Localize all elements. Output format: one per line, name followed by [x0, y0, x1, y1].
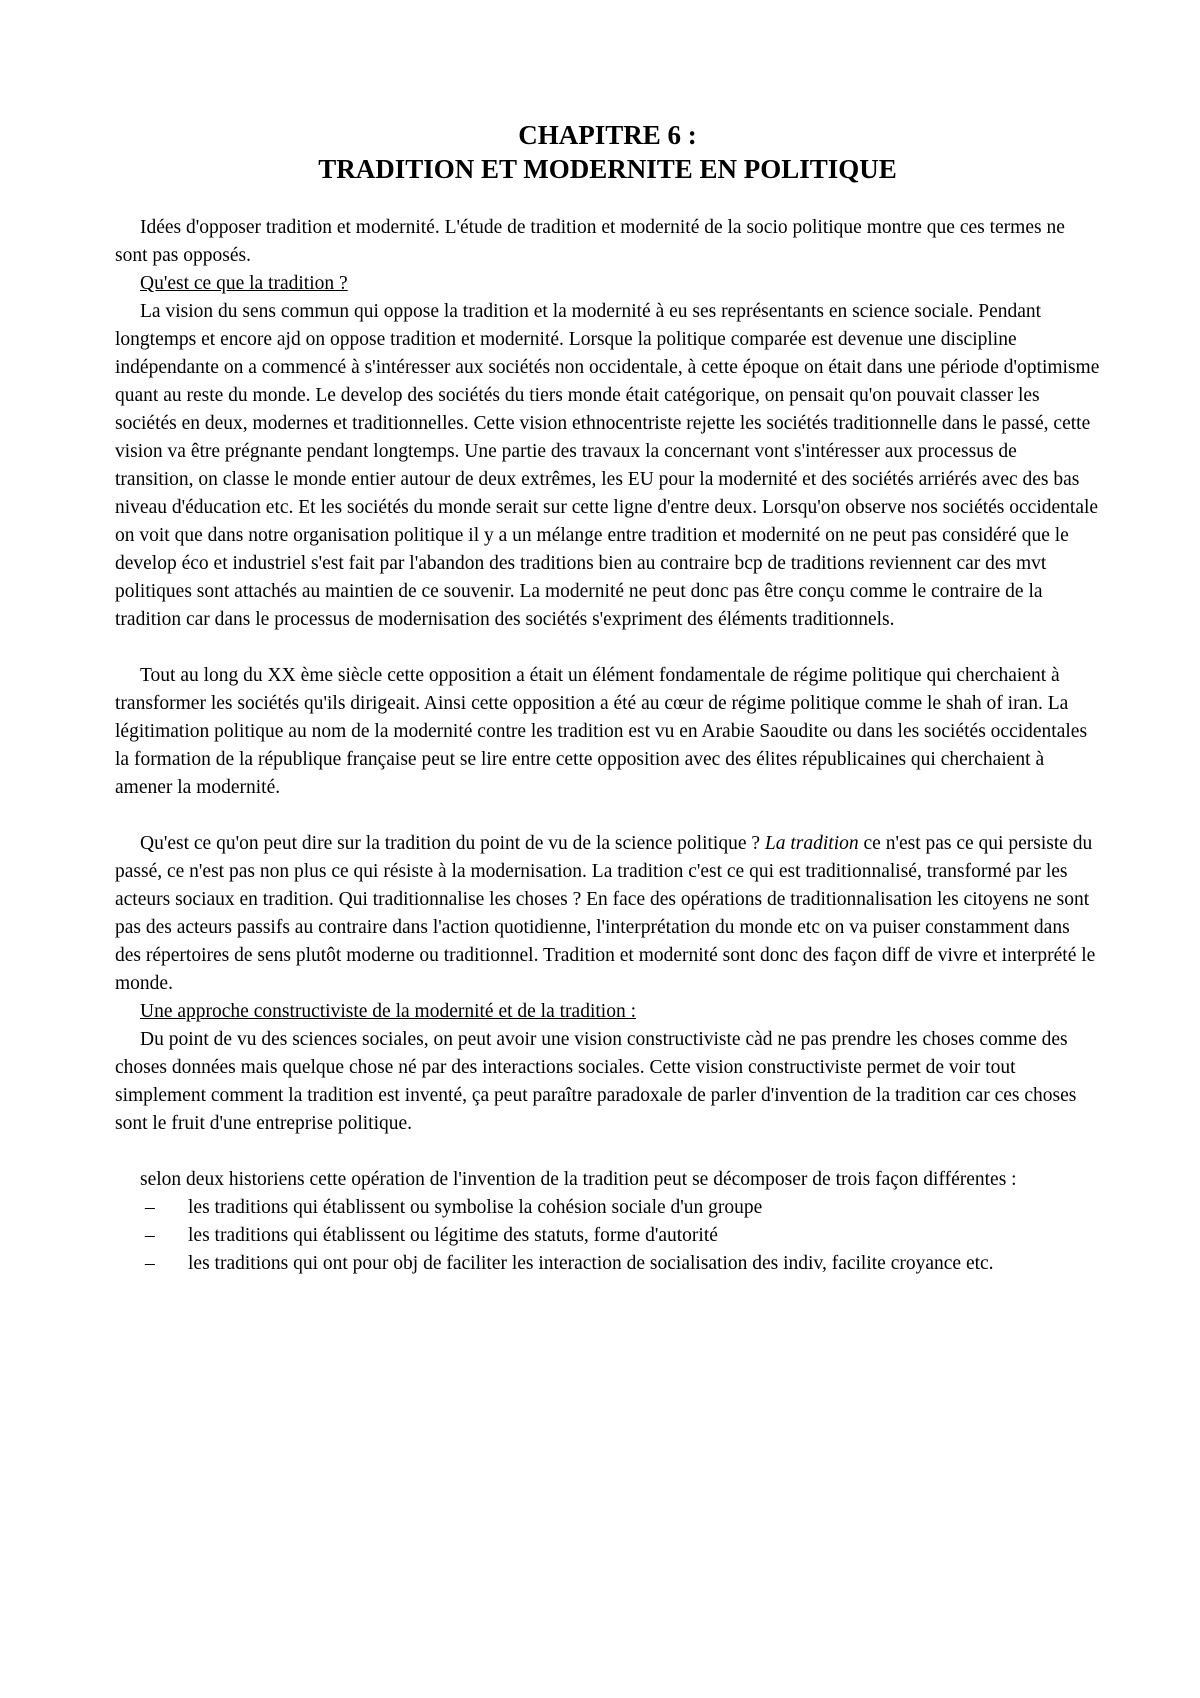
paragraph-historiens: selon deux historiens cette opération de l'invention de la tradition peut se décomposer de trois façon différentes :: [140, 1169, 1017, 1190]
intro-paragraph: Idées d'opposer tradition et modernité. L'étude de tradition et modernité de la socio politique montre que ces termes ne sont pas opposés.: [115, 217, 1065, 266]
list-item-text: les traditions qui ont pour obj de faciliter les interaction de socialisation des indiv, facilite croyance etc.: [188, 1253, 994, 1274]
chapter-title: [115, 118, 1100, 186]
section-heading-constructiviste: Une approche constructiviste de la modernité et de la tradition :: [140, 1001, 636, 1022]
list-item: [145, 1250, 1100, 1278]
chapter-title-line2: TRADITION ET MODERNITE EN POLITIQUE: [318, 154, 897, 184]
italic-term: La tradition: [764, 833, 859, 854]
paragraph-sens-commun: La vision du sens commun qui oppose la tradition et la modernité à eu ses représentants en science sociale. Pendant longtemps et encore ajd on oppose tradition et modernité. Lorsque la politique comparée est devenue une discipline indépendante on a commencé à s'intéresser aux sociétés non occidentale, à cette époque on était dans une période d'optimisme quant au reste du monde. Le develop des sociétés du tiers monde était catégorique, on pensait qu'on pouvait classer les sociétés en deux, modernes et traditionnelles. Cette vision ethnocentriste rejette les sociétés traditionnelle dans le passé, cette vision va être prégnante pendant longtemps. Une partie des travaux la concernant vont s'intéresser aux processus de transition, on classe le monde entier autour de deux extrêmes, les EU pour la modernité et des sociétés arriérés avec des bas niveau d'éducation etc. Et les sociétés du monde serait sur cette ligne d'entre deux. Lorsqu'on observe nos sociétés occidentale on voit que dans notre organisation politique il y a un mélange entre tradition et modernité on ne peut pas considéré que le develop éco et industriel s'est fait par l'abandon des traditions bien au contraire bcp de traditions reviennent car des mvt politiques sont attachés au maintien de ce souvenir. La modernité ne peut donc pas être conçu comme le contraire de la tradition car dans le processus de modernisation des sociétés s'expriment des éléments traditionnels.: [115, 301, 1100, 630]
dash-bullet: –: [145, 1197, 155, 1218]
list-item: [145, 1222, 1100, 1250]
paragraph-constructiviste: Du point de vu des sciences sociales, on peut avoir une vision constructiviste càd ne pas prendre les choses comme des choses données mais quelque chose né par des interactions sociales. Cette vision constructiviste permet de voir tout simplement comment la tradition est inventé, ça peut paraître paradoxale de parler d'invention de la tradition car ces choses sont le fruit d'une entreprise politique.: [115, 1029, 1077, 1134]
chapter-title-line1: CHAPITRE 6 :: [518, 120, 697, 150]
list-item-text: les traditions qui établissent ou légitime des statuts, forme d'autorité: [188, 1225, 718, 1246]
paragraph-text-after: ce n'est pas ce qui persiste du passé, ce n'est pas non plus ce qui résiste à la modernisation. La tradition c'est ce qui est traditionnalisé, transformé par les acteurs sociaux en tradition. Qui traditionnalise les choses ? En face des opérations de traditionnalisation les citoyens ne sont pas des acteurs passifs au contraire dans l'action quotidienne, l'interprétation du monde etc on va puiser constamment dans des répertoires de sens plutôt moderne ou traditionnel. Tradition et modernité sont donc des façon diff de vivre et interprété le monde.: [115, 833, 1096, 994]
paragraph-text-before: Qu'est ce qu'on peut dire sur la tradition du point de vu de la science politique ?: [140, 833, 765, 854]
list-item-text: les traditions qui établissent ou symbolise la cohésion sociale d'un groupe: [188, 1197, 763, 1218]
dash-bullet: –: [145, 1253, 155, 1274]
dash-bullet: –: [145, 1225, 155, 1246]
list-item: [145, 1194, 1100, 1222]
traditions-list: [115, 1194, 1100, 1278]
paragraph-science-politique: [115, 830, 1100, 998]
paragraph-xx-siecle: Tout au long du XX ème siècle cette opposition a était un élément fondamentale de régime politique qui cherchaient à transformer les sociétés qu'ils dirigeait. Ainsi cette opposition a été au cœur de régime politique comme le shah of iran. La légitimation politique au nom de la modernité contre les tradition est vu en Arabie Saoudite ou dans les sociétés occidentales la formation de la république française peut se lire entre cette opposition avec des élites républicaines qui cherchaient à amener la modernité.: [115, 665, 1088, 798]
section-heading-tradition: Qu'est ce que la tradition ?: [140, 273, 348, 294]
